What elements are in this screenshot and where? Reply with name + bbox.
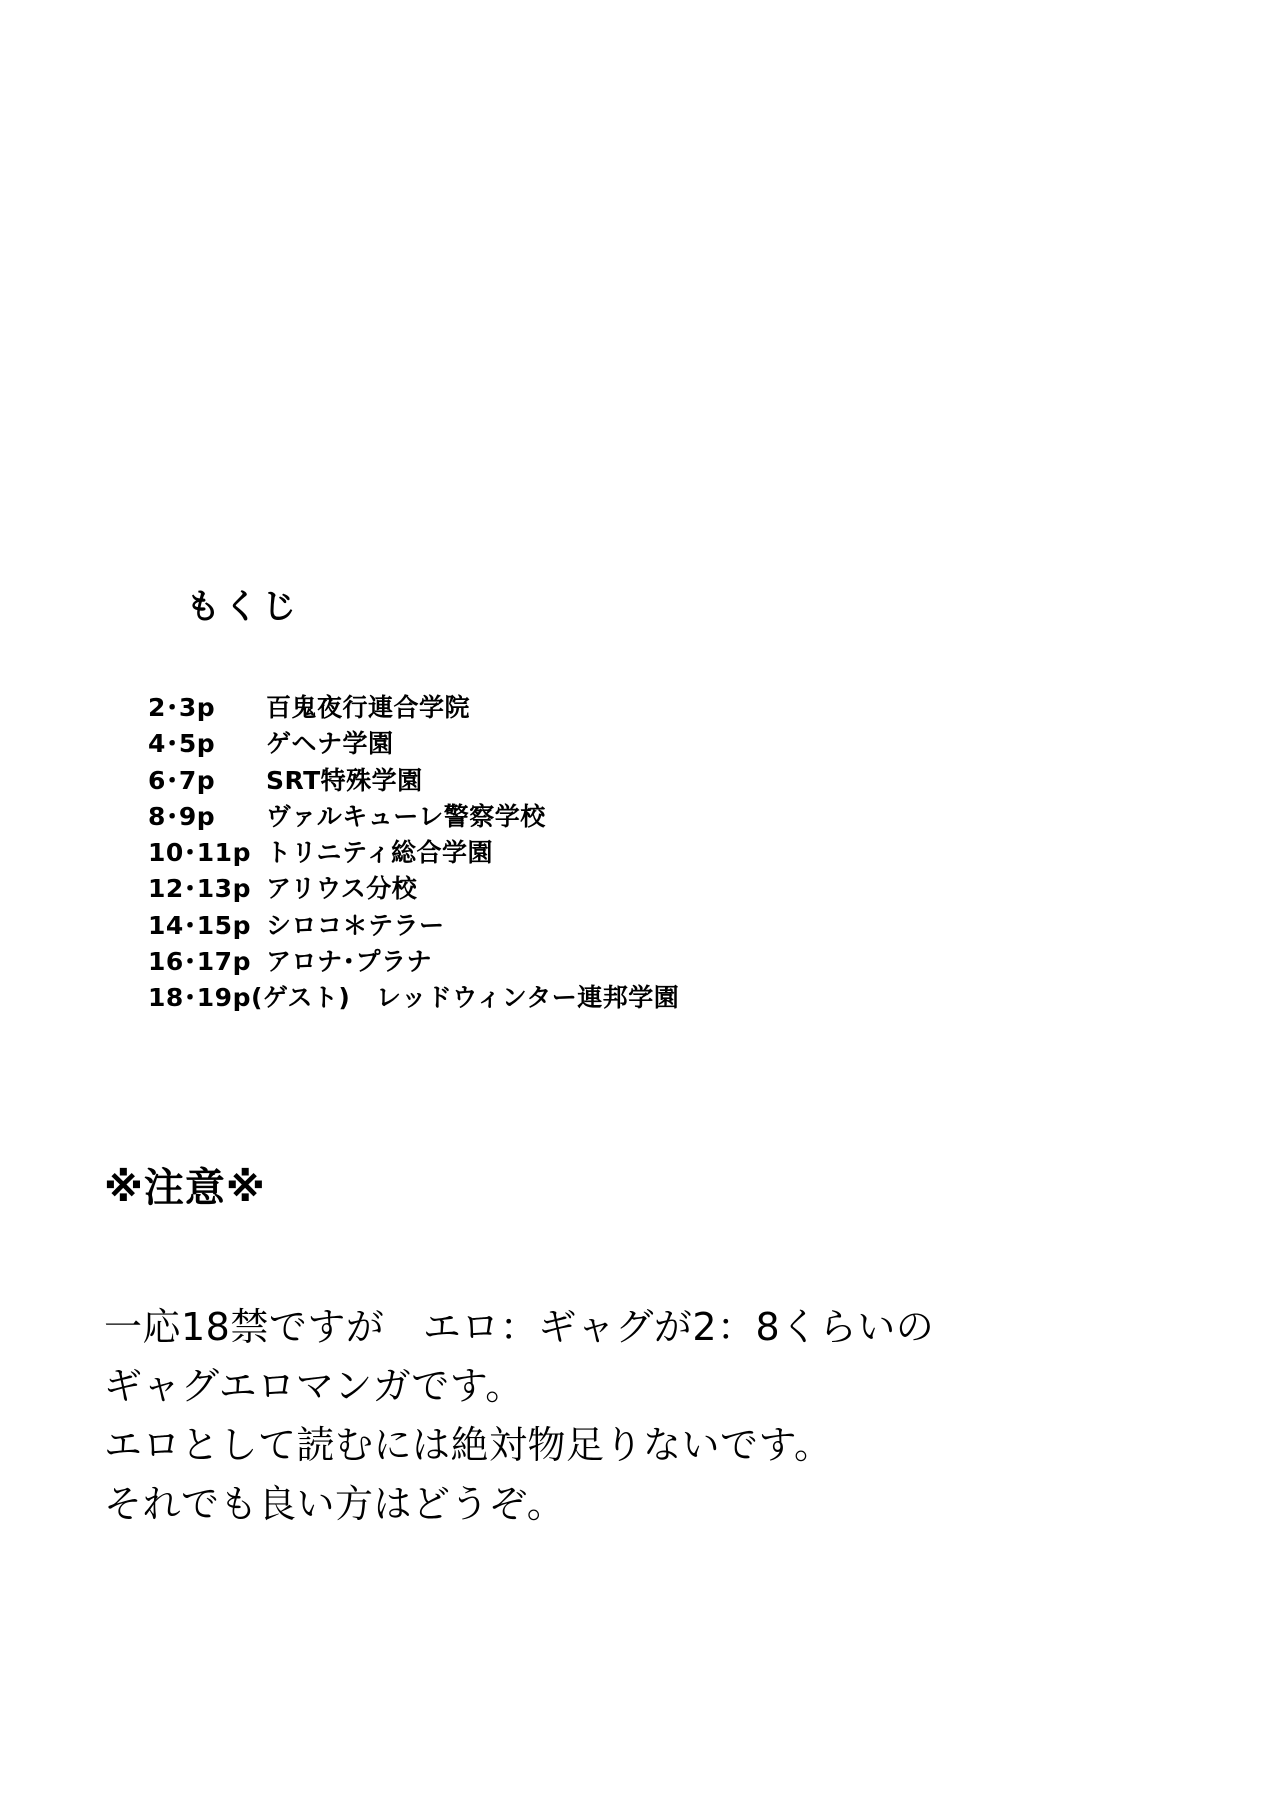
list-item [148, 908, 888, 944]
notice-line: 一応18禁ですが エロ：ギャグが2：8くらいの [104, 1305, 935, 1349]
list-item [148, 871, 888, 907]
toc-entry-title: シロコ＊テラー [266, 910, 445, 940]
toc-entry-title: SRT特殊学園 [266, 765, 423, 795]
toc-entry-title: ゲヘナ学園 [266, 729, 394, 759]
table-of-contents-list [148, 690, 888, 1016]
toc-entry-pages: 4･5p [148, 729, 216, 759]
notice-body [104, 1298, 1184, 1534]
toc-entry-title: アリウス分校 [266, 874, 418, 904]
table-of-contents-heading: もくじ [186, 587, 300, 627]
toc-entry-title: ヴァルキューレ警察学校 [266, 801, 546, 831]
list-item [148, 726, 888, 762]
toc-entry-pages: 18･19p(ゲスト) [148, 983, 351, 1012]
list-item [148, 763, 888, 799]
toc-entry-title: 百鬼夜行連合学院 [266, 693, 471, 722]
toc-entry-title: アロナ･プラナ [266, 946, 433, 976]
list-item [148, 980, 888, 1016]
list-item [148, 944, 888, 980]
notice-line: エロとして読むには絶対物足りないです。 [104, 1422, 833, 1467]
list-item [148, 835, 888, 871]
notice-line: ギャグエロマンガです。 [104, 1363, 524, 1408]
list-item [148, 690, 888, 726]
toc-entry-pages: 16･17p [148, 946, 251, 976]
list-item [148, 799, 888, 835]
notice-heading: ※注意※ [104, 1165, 266, 1211]
toc-entry-pages: 12･13p [148, 874, 251, 904]
toc-entry-pages: 6･7p [148, 765, 216, 795]
toc-entry-pages: 2･3p [148, 693, 216, 722]
toc-entry-title: トリニティ総合学園 [266, 838, 494, 867]
notice-line: それでも良い方はどうぞ。 [104, 1481, 566, 1526]
toc-entry-pages: 10･11p [148, 838, 251, 867]
toc-entry-pages: 14･15p [148, 910, 251, 940]
toc-entry-pages: 8･9p [148, 801, 216, 831]
toc-entry-title: レッドウィンター連邦学園 [376, 983, 680, 1012]
